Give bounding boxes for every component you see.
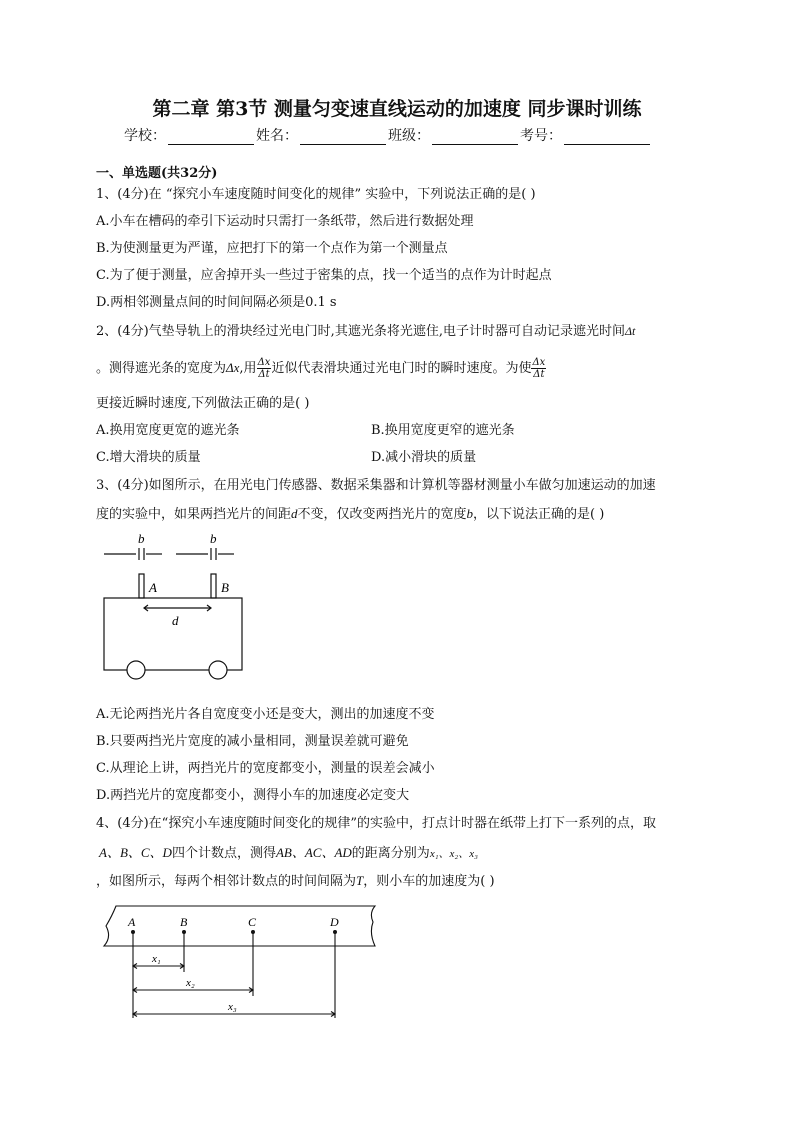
q4-label-b: B xyxy=(180,915,188,929)
q2-option-c[interactable]: C.增大滑块的质量 xyxy=(96,450,201,465)
q3-label-d: d xyxy=(172,613,179,628)
q2-dt: Δt xyxy=(624,324,636,338)
q4-dot-c xyxy=(251,930,255,934)
q1-option-b[interactable]: B.为使测量更为严谨，应把打下的第一个点作为第一个测量点 xyxy=(96,241,448,256)
q2-line2c: 近似代表滑块通过光电门时的瞬时速度。为使 xyxy=(271,361,532,376)
q3-label-b2: b xyxy=(210,531,217,546)
q3-option-b[interactable]: B.只要两挡光片宽度的减小量相同，测量误差就可避免 xyxy=(96,734,409,749)
exam-no-label: 考号： xyxy=(520,128,562,144)
q4-line2b: 四个计数点，测得 xyxy=(171,846,276,861)
q4-label-a: A xyxy=(128,915,136,929)
q4-label-x1: x₁ xyxy=(152,953,161,965)
q4-label-c: C xyxy=(248,915,257,929)
q3-sheet-a xyxy=(139,574,144,598)
q2-fraction-2-num: Δx xyxy=(532,357,546,368)
q3-option-a[interactable]: A.无论两挡光片各自宽度变小还是变大，测出的加速度不变 xyxy=(96,707,435,722)
q3-line2a: 度的实验中，如果两挡光片的间距 xyxy=(96,507,292,522)
q3-line2c: ，以下说法正确的是( ) xyxy=(473,507,605,522)
q4-stem-line2 xyxy=(99,845,478,862)
q4-tape-figure xyxy=(100,904,382,1024)
q3-b-var: b xyxy=(466,506,474,521)
q3-cart-body xyxy=(104,598,242,670)
q4-dot-a xyxy=(131,930,135,934)
q3-stem-line2 xyxy=(96,506,604,523)
q4-points: A、B、C、D xyxy=(99,845,172,860)
section-title: 一、单选题(共32分) xyxy=(96,166,218,181)
q3-cart-figure xyxy=(96,530,256,688)
q2-line2b: ,用 xyxy=(239,361,257,376)
q3-label-b1: b xyxy=(138,531,145,546)
q4-stem-line3 xyxy=(96,873,495,890)
q2-option-b[interactable]: B.换用宽度更窄的遮光条 xyxy=(371,423,515,438)
q4-dot-b xyxy=(182,930,186,934)
q2-option-d[interactable]: D.减小滑块的质量 xyxy=(371,450,477,465)
q4-distances: x₁、x₂、x₃ xyxy=(429,848,478,860)
q4-line3b: ，则小车的加速度为( ) xyxy=(363,874,495,889)
q2-stem-line2 xyxy=(96,357,546,380)
school-label: 学校： xyxy=(124,128,166,144)
student-info-row xyxy=(124,127,684,145)
q2-stem-line1 xyxy=(96,323,635,340)
q2-line1-text: 2、(4分)气垫导轨上的滑块经过光电门时,其遮光条将光遮住,电子计时器可自动记录遮光时间 xyxy=(96,324,625,339)
q3-stem-line1: 3、(4分)如图所示，在用光电门传感器、数据采集器和计算机等器材测量小车做匀加速运动的加速 xyxy=(96,478,656,493)
q2-fraction-1 xyxy=(257,357,272,380)
q3-d-var: d xyxy=(291,506,298,521)
q3-option-d[interactable]: D.两挡光片的宽度都变小，测得小车的加速度必定变大 xyxy=(96,788,410,803)
q4-line2d: 的距离分别为 xyxy=(351,846,430,861)
q3-sheet-b xyxy=(211,574,216,598)
q4-segments: AB、AC、AD xyxy=(275,845,352,860)
q3-line2b: 不变，仅改变两挡光片的宽度 xyxy=(297,507,467,522)
q4-line3a: ，如图所示，每两个相邻计数点的时间间隔为 xyxy=(96,874,357,889)
q3-label-a: A xyxy=(149,580,157,595)
q1-option-c[interactable]: C.为了便于测量，应舍掉开头一些过于密集的点，找一个适当的点作为计时起点 xyxy=(96,268,552,283)
q4-stem-line1: 4、(4分)在“探究小车速度随时间变化的规律”的实验中，打点计时器在纸带上打下一系列的点，取 xyxy=(96,816,656,831)
q2-fraction-2 xyxy=(531,357,546,380)
q3-option-c[interactable]: C.从理论上讲，两挡光片的宽度都变小，测量的误差会减小 xyxy=(96,761,435,776)
q2-stem-line3: 更接近瞬时速度,下列做法正确的是( ) xyxy=(96,396,310,411)
page-title: 第二章 第3节 测量匀变速直线运动的加速度 同步课时训练 xyxy=(152,98,642,120)
q3-wheel-right xyxy=(209,661,227,679)
q4-label-x2: x₂ xyxy=(186,977,195,989)
q2-option-a[interactable]: A.换用宽度更宽的遮光条 xyxy=(96,423,240,438)
exam-no-blank[interactable] xyxy=(564,131,650,145)
q3-label-b: B xyxy=(221,580,229,595)
q4-label-x3: x₃ xyxy=(228,1001,237,1013)
q1-stem: 1、(4分)在 “探究小车速度随时间变化的规律” 实验中，下列说法正确的是( ) xyxy=(96,187,536,202)
q1-option-a[interactable]: A.小车在槽码的牵引下运动时只需打一条纸带，然后进行数据处理 xyxy=(96,214,474,229)
q4-T-var: T xyxy=(356,873,364,888)
class-label: 班级： xyxy=(388,128,430,144)
q2-dx: Δx xyxy=(226,360,240,375)
q2-fraction-1-den: Δt xyxy=(258,369,270,380)
name-blank[interactable] xyxy=(300,131,386,145)
name-label: 姓名： xyxy=(256,128,298,144)
q2-fraction-2-den: Δt xyxy=(533,369,545,380)
q4-label-d: D xyxy=(330,915,339,929)
q2-line2a: 。测得遮光条的宽度为 xyxy=(96,361,227,376)
q2-fraction-1-num: Δx xyxy=(257,357,271,368)
school-blank[interactable] xyxy=(168,131,254,145)
class-blank[interactable] xyxy=(432,131,518,145)
q4-dot-d xyxy=(333,930,337,934)
q1-option-d[interactable]: D.两相邻测量点间的时间间隔必须是0.1 s xyxy=(96,295,337,310)
q3-wheel-left xyxy=(127,661,145,679)
